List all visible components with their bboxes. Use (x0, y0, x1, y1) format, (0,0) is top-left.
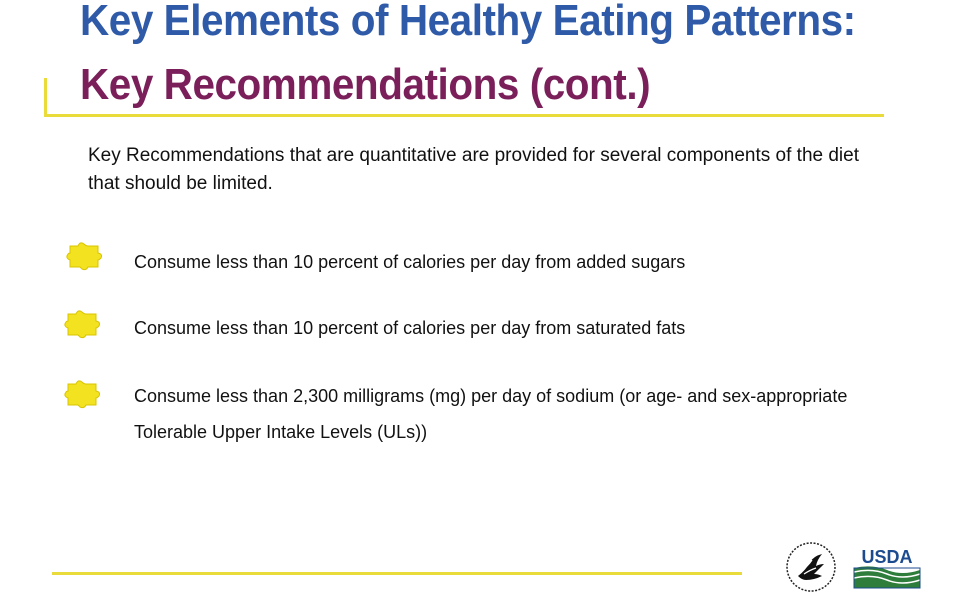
slide-title-line-2: Key Recommendations (cont.) (80, 60, 651, 109)
bullet-text: Consume less than 10 percent of calories per day from added sugars (134, 252, 686, 272)
hhs-eagle-seal-icon (784, 540, 838, 594)
yellow-puzzle-bullet-icon (62, 308, 102, 340)
footer-divider (52, 572, 742, 575)
slide-title-line-1: Key Elements of Healthy Eating Patterns: (80, 0, 856, 45)
usda-logo-label: USDA (861, 547, 913, 567)
yellow-puzzle-bullet-icon (64, 240, 104, 272)
bullet-text: Consume less than 2,300 milligrams (mg) per day of sodium (or age- and sex-appropriate Tolerable Upper Intake Levels (ULs)) (134, 386, 848, 442)
bullet-text: Consume less than 10 percent of calories per day from saturated fats (134, 318, 686, 338)
yellow-puzzle-bullet-icon (62, 378, 102, 410)
intro-paragraph: Key Recommendations that are quantitative are provided for several components of the diet that should be limited. (88, 145, 859, 194)
title-underline-divider (44, 114, 884, 117)
title-bracket-decoration (44, 78, 47, 116)
usda-logo-icon (852, 546, 922, 590)
